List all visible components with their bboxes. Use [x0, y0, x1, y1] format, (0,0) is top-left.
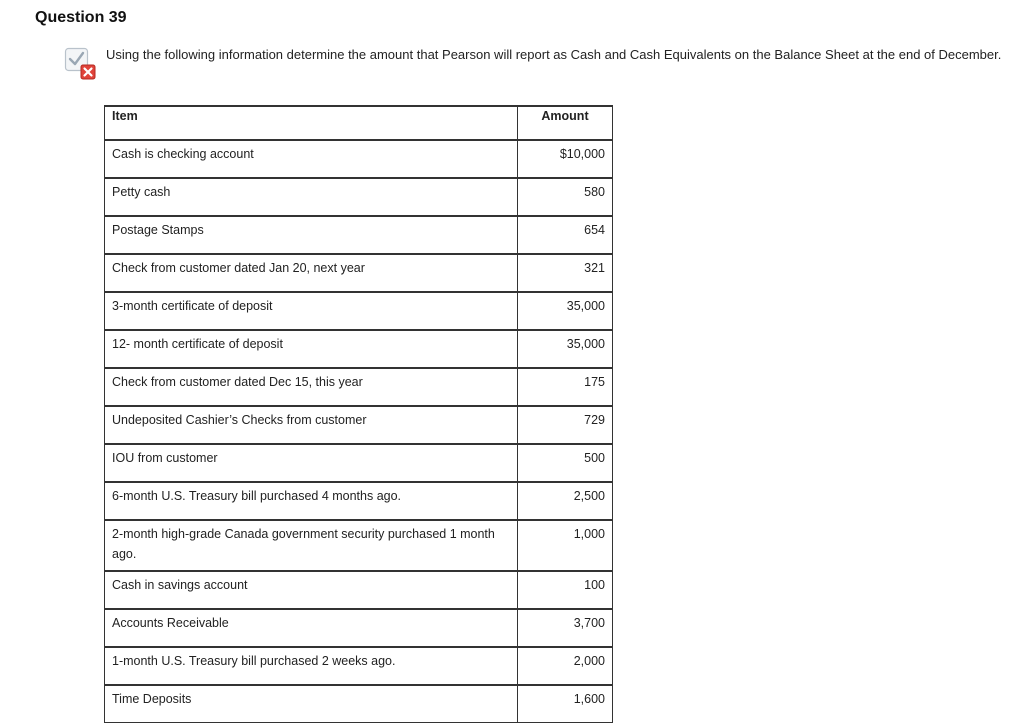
- question-title: Question 39: [35, 9, 127, 26]
- amount-cell: 729: [518, 406, 613, 444]
- item-cell: Time Deposits: [105, 685, 518, 723]
- table-row: [105, 368, 613, 406]
- item-cell: 1-month U.S. Treasury bill purchased 2 weeks ago.: [105, 647, 518, 685]
- incorrect-icon: [64, 47, 100, 83]
- item-cell: 2-month high-grade Canada government security purchased 1 month ago.: [105, 520, 518, 571]
- item-cell: Accounts Receivable: [105, 609, 518, 647]
- table-row: [105, 685, 613, 723]
- table-row: [105, 444, 613, 482]
- table-row: [105, 571, 613, 609]
- item-cell: Check from customer dated Jan 20, next year: [105, 254, 518, 292]
- table-row: [105, 254, 613, 292]
- amount-cell: 100: [518, 571, 613, 609]
- amount-cell: 3,700: [518, 609, 613, 647]
- item-cell: Postage Stamps: [105, 216, 518, 254]
- item-cell: IOU from customer: [105, 444, 518, 482]
- question-prompt: Using the following information determine the amount that Pearson will report as Cash and Cash Equivalents on the Balance Sheet at the end of December.: [106, 47, 1002, 62]
- item-cell: Cash in savings account: [105, 571, 518, 609]
- amount-cell: 2,000: [518, 647, 613, 685]
- item-cell: 3-month certificate of deposit: [105, 292, 518, 330]
- column-header-item: Item: [105, 106, 518, 140]
- item-cell: Undeposited Cashier’s Checks from customer: [105, 406, 518, 444]
- table-row: [105, 178, 613, 216]
- amount-cell: 35,000: [518, 330, 613, 368]
- table-row: [105, 292, 613, 330]
- table-row: [105, 140, 613, 178]
- table-row: [105, 609, 613, 647]
- amount-cell: 1,000: [518, 520, 613, 571]
- item-cell: Check from customer dated Dec 15, this year: [105, 368, 518, 406]
- amount-cell: 500: [518, 444, 613, 482]
- amount-cell: 1,600: [518, 685, 613, 723]
- table-row: [105, 647, 613, 685]
- amount-cell: 175: [518, 368, 613, 406]
- table-row: [105, 520, 613, 571]
- table-row: [105, 406, 613, 444]
- amount-cell: 35,000: [518, 292, 613, 330]
- amount-cell: 2,500: [518, 482, 613, 520]
- item-cell: Petty cash: [105, 178, 518, 216]
- amount-cell: 580: [518, 178, 613, 216]
- item-cell: 6-month U.S. Treasury bill purchased 4 months ago.: [105, 482, 518, 520]
- column-header-amount: Amount: [518, 106, 613, 140]
- item-cell: Cash is checking account: [105, 140, 518, 178]
- table-row: [105, 216, 613, 254]
- table-row: [105, 482, 613, 520]
- table-header-row: [105, 106, 613, 140]
- amount-cell: $10,000: [518, 140, 613, 178]
- item-cell: 12- month certificate of deposit: [105, 330, 518, 368]
- amount-cell: 321: [518, 254, 613, 292]
- items-table: [104, 105, 613, 723]
- table-row: [105, 330, 613, 368]
- amount-cell: 654: [518, 216, 613, 254]
